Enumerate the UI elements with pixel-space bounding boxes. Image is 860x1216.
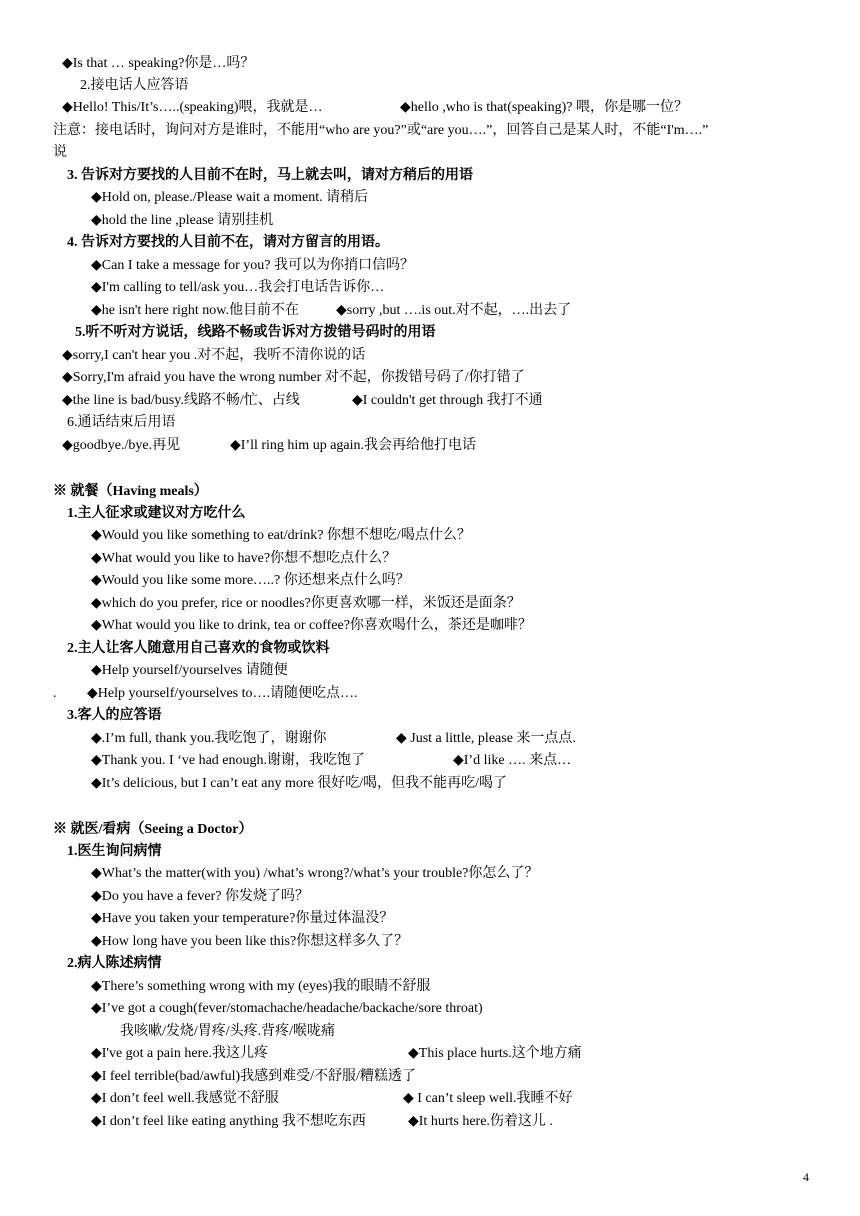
text-line: ◆How long have you been like this?你想这样多久了？ <box>91 934 409 949</box>
section-heading: 2.病人陈述病情 <box>67 956 162 971</box>
text-line: ◆Would you like some more…..? 你还想来点什么吗？ <box>91 573 410 588</box>
text-line: ◆What would you like to drink, tea or coffee?你喜欢喝什么，茶还是咖啡？ <box>91 618 532 633</box>
text-line: ◆What would you like to have?你想不想吃点什么？ <box>91 551 397 566</box>
text-line: ◆Can I take a message for you? 我可以为你捎口信吗？ <box>91 258 414 273</box>
text-line: ◆I couldn't get through 我打不通 <box>352 393 543 408</box>
section-heading: 2.主人让客人随意用自己喜欢的食物或饮料 <box>67 641 330 656</box>
text-line: ◆ I can’t sleep well.我睡不好 <box>403 1091 573 1106</box>
page-number: 4 <box>803 1170 809 1184</box>
text-line: ◆I don’t feel well.我感觉不舒服 <box>91 1091 279 1106</box>
text-line: 我咳嗽/发烧/胃疼/头疼.背疼/喉咙痛 <box>120 1024 336 1039</box>
text-line: ◆There’s something wrong with my (eyes)我的眼睛不舒服 <box>91 979 431 994</box>
text-line: ◆This place hurts.这个地方痛 <box>408 1046 582 1061</box>
text-line: ◆hold the line ,please 请别挂机 <box>91 213 274 228</box>
section-heading: 1.医生询问病情 <box>67 844 162 859</box>
text-line: 6.通话结束后用语 <box>67 415 176 430</box>
section-heading: 1.主人征求或建议对方吃什么 <box>67 506 246 521</box>
text-line: ◆sorry,I can't hear you .对不起，我听不清你说的话 <box>62 348 366 363</box>
text-line: ◆.I’m full, thank you.我吃饱了，谢谢你 <box>91 731 327 746</box>
text-line: ◆I'm calling to tell/ask you…我会打电话告诉你… <box>91 280 385 295</box>
section-heading: 3. 告诉对方要找的人目前不在时，马上就去叫，请对方稍后的用语 <box>67 168 473 183</box>
text-line: ◆goodbye./bye.再见 <box>62 438 181 453</box>
text-line: ◆hello ,who is that(speaking)? 喂，你是哪一位？ <box>400 100 689 115</box>
text-line: ◆I’ve got a cough(fever/stomachache/headache/backache/sore throat) <box>91 1001 483 1016</box>
text-line: 说 <box>53 145 67 160</box>
section-heading: 5.听不听对方说话，线路不畅或告诉对方拨错号码时的用语 <box>75 325 436 340</box>
text-line: ◆Help yourself/yourselves to….请随便吃点…. <box>87 686 358 701</box>
text-line: 注意：接电话时，询问对方是谁时，不能用“who are you?”或“are you….”，回答自己是某人时，不能“I'm….” <box>53 123 709 138</box>
section-heading: ※ 就餐（Having meals） <box>53 484 208 499</box>
text-line: 2.接电话人应答语 <box>80 78 189 93</box>
text-line: ◆he isn't here right now.他目前不在 <box>91 303 299 318</box>
text-line: ◆It’s delicious, but I can’t eat any more 很好吃/喝，但我不能再吃/喝了 <box>91 776 508 791</box>
text-line: ◆It hurts here.伤着这儿 . <box>408 1114 553 1129</box>
text-line: ◆I’ll ring him up again.我会再给他打电话 <box>230 438 477 453</box>
text-line: ◆I don’t feel like eating anything 我不想吃东西 <box>91 1114 366 1129</box>
section-heading: 4. 告诉对方要找的人目前不在，请对方留言的用语。 <box>67 235 389 250</box>
text-line: ◆Hold on, please./Please wait a moment. 请稍后 <box>91 190 369 205</box>
text-line: ◆ Just a little, please 来一点点. <box>396 731 576 746</box>
text-line: ◆I feel terrible(bad/awful)我感到难受/不舒服/糟糕透了 <box>91 1069 416 1084</box>
text-line: ◆What’s the matter(with you) /what’s wrong?/what’s your trouble?你怎么了？ <box>91 866 539 881</box>
section-heading: 3.客人的应答语 <box>67 708 162 723</box>
text-line: ◆sorry ,but ….is out.对不起，….出去了 <box>336 303 572 318</box>
text-line: ◆I’d like …. 来点… <box>453 753 572 768</box>
text-line: ◆Would you like something to eat/drink? 你想不想吃/喝点什么？ <box>91 528 471 543</box>
text-line: ◆Is that … speaking?你是…吗？ <box>62 56 255 71</box>
section-heading: ※ 就医/看病（Seeing a Doctor） <box>53 822 253 837</box>
text-line: ◆Have you taken your temperature?你量过体温没？ <box>91 911 394 926</box>
text-line: ◆Hello! This/It’s…..(speaking)喂，我就是… <box>62 100 323 115</box>
text-line: ◆I've got a pain here.我这儿疼 <box>91 1046 268 1061</box>
text-line: ◆the line is bad/busy.线路不畅/忙、占线 <box>62 393 300 408</box>
text-line: ◆which do you prefer, rice or noodles?你更喜欢哪一样，米饭还是面条？ <box>91 596 521 611</box>
text-line: ◆Help yourself/yourselves 请随便 <box>91 663 288 678</box>
text-line: ◆Sorry,I'm afraid you have the wrong number 对不起，你拨错号码了/你打错了 <box>62 370 525 385</box>
text-line: . <box>53 686 57 701</box>
text-line: ◆Thank you. I ‘ve had enough.谢谢，我吃饱了 <box>91 753 365 768</box>
text-line: ◆Do you have a fever? 你发烧了吗？ <box>91 889 309 904</box>
